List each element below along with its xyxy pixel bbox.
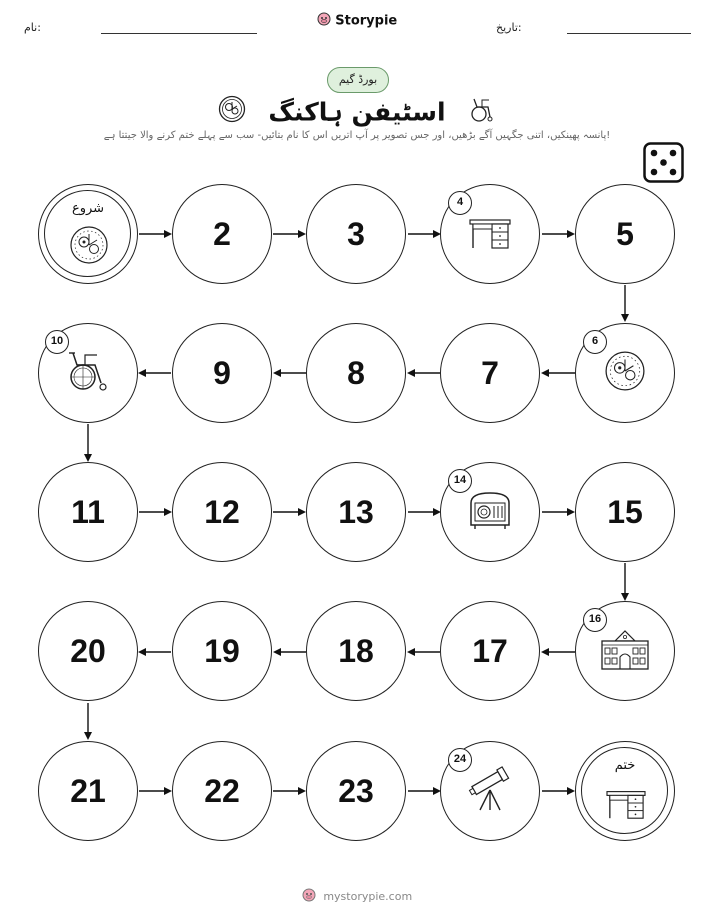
square-22[interactable] [172,741,272,841]
square-number: 5 [616,215,634,252]
telescope-icon [468,766,512,816]
desk-icon [605,784,647,826]
square-number: 7 [481,354,499,391]
desk-icon [468,212,512,256]
square-7[interactable] [440,323,540,423]
square-2[interactable] [172,184,272,284]
square-10-badge: 10 [45,330,69,354]
square-number: 17 [472,632,508,669]
square-15[interactable] [575,462,675,562]
square-number: 18 [338,632,374,669]
square-16-badge: 16 [583,608,607,632]
wheelchair-icon [65,349,111,397]
square-20[interactable] [38,601,138,701]
square-18[interactable] [306,601,406,701]
footer [0,888,714,905]
square-number: 20 [70,632,106,669]
square-number: 21 [70,772,106,809]
square-11[interactable] [38,462,138,562]
title-text: اسٹیفن ہاکنگ [268,97,446,127]
square-number: 12 [204,493,240,530]
square-number: 9 [213,354,231,391]
square-17[interactable] [440,601,540,701]
finish-label: ختم [614,758,636,773]
square-number: 23 [338,772,374,809]
square-14-badge: 14 [448,469,472,493]
instructions: پانسہ پھینکیں، اتنی جگہیں آگے بڑھیں، اور جس تصویر پر آپ اتریں اس کا نام بتائیں- سب سے پہلے ختم کرنے والا جیتتا ہے! [103,130,611,141]
square-number: 13 [338,493,374,530]
start-label: شروع [71,201,105,216]
square-3[interactable] [306,184,406,284]
brand-name: Storypie [335,13,398,29]
square-19[interactable] [172,601,272,701]
university-building-icon [600,627,650,675]
date-label: تاریخ: [496,21,522,34]
square-number: 22 [204,772,240,809]
square-13[interactable] [306,462,406,562]
square-9[interactable] [172,323,272,423]
square-6-badge: 6 [583,330,607,354]
gear-clock-icon [69,225,109,269]
square-24-badge: 24 [448,748,472,772]
radio-icon [467,489,513,535]
square-8[interactable] [306,323,406,423]
pig-logo-icon [302,888,316,905]
gear-clock-icon [604,350,646,396]
square-number: 2 [213,215,231,252]
square-number: 11 [71,493,105,530]
square-start[interactable] [38,184,138,284]
square-number: 3 [347,215,365,252]
square-number: 19 [204,632,240,669]
name-label: نام: [24,21,41,34]
board-game-badge: بورڈ گیم [327,67,389,93]
square-number: 8 [347,354,365,391]
square-finish[interactable] [575,741,675,841]
square-23[interactable] [306,741,406,841]
square-21[interactable] [38,741,138,841]
square-number: 15 [607,493,643,530]
footer-url[interactable]: mystorypie.com [323,890,413,903]
square-12[interactable] [172,462,272,562]
square-5[interactable] [575,184,675,284]
square-4-badge: 4 [448,191,472,215]
